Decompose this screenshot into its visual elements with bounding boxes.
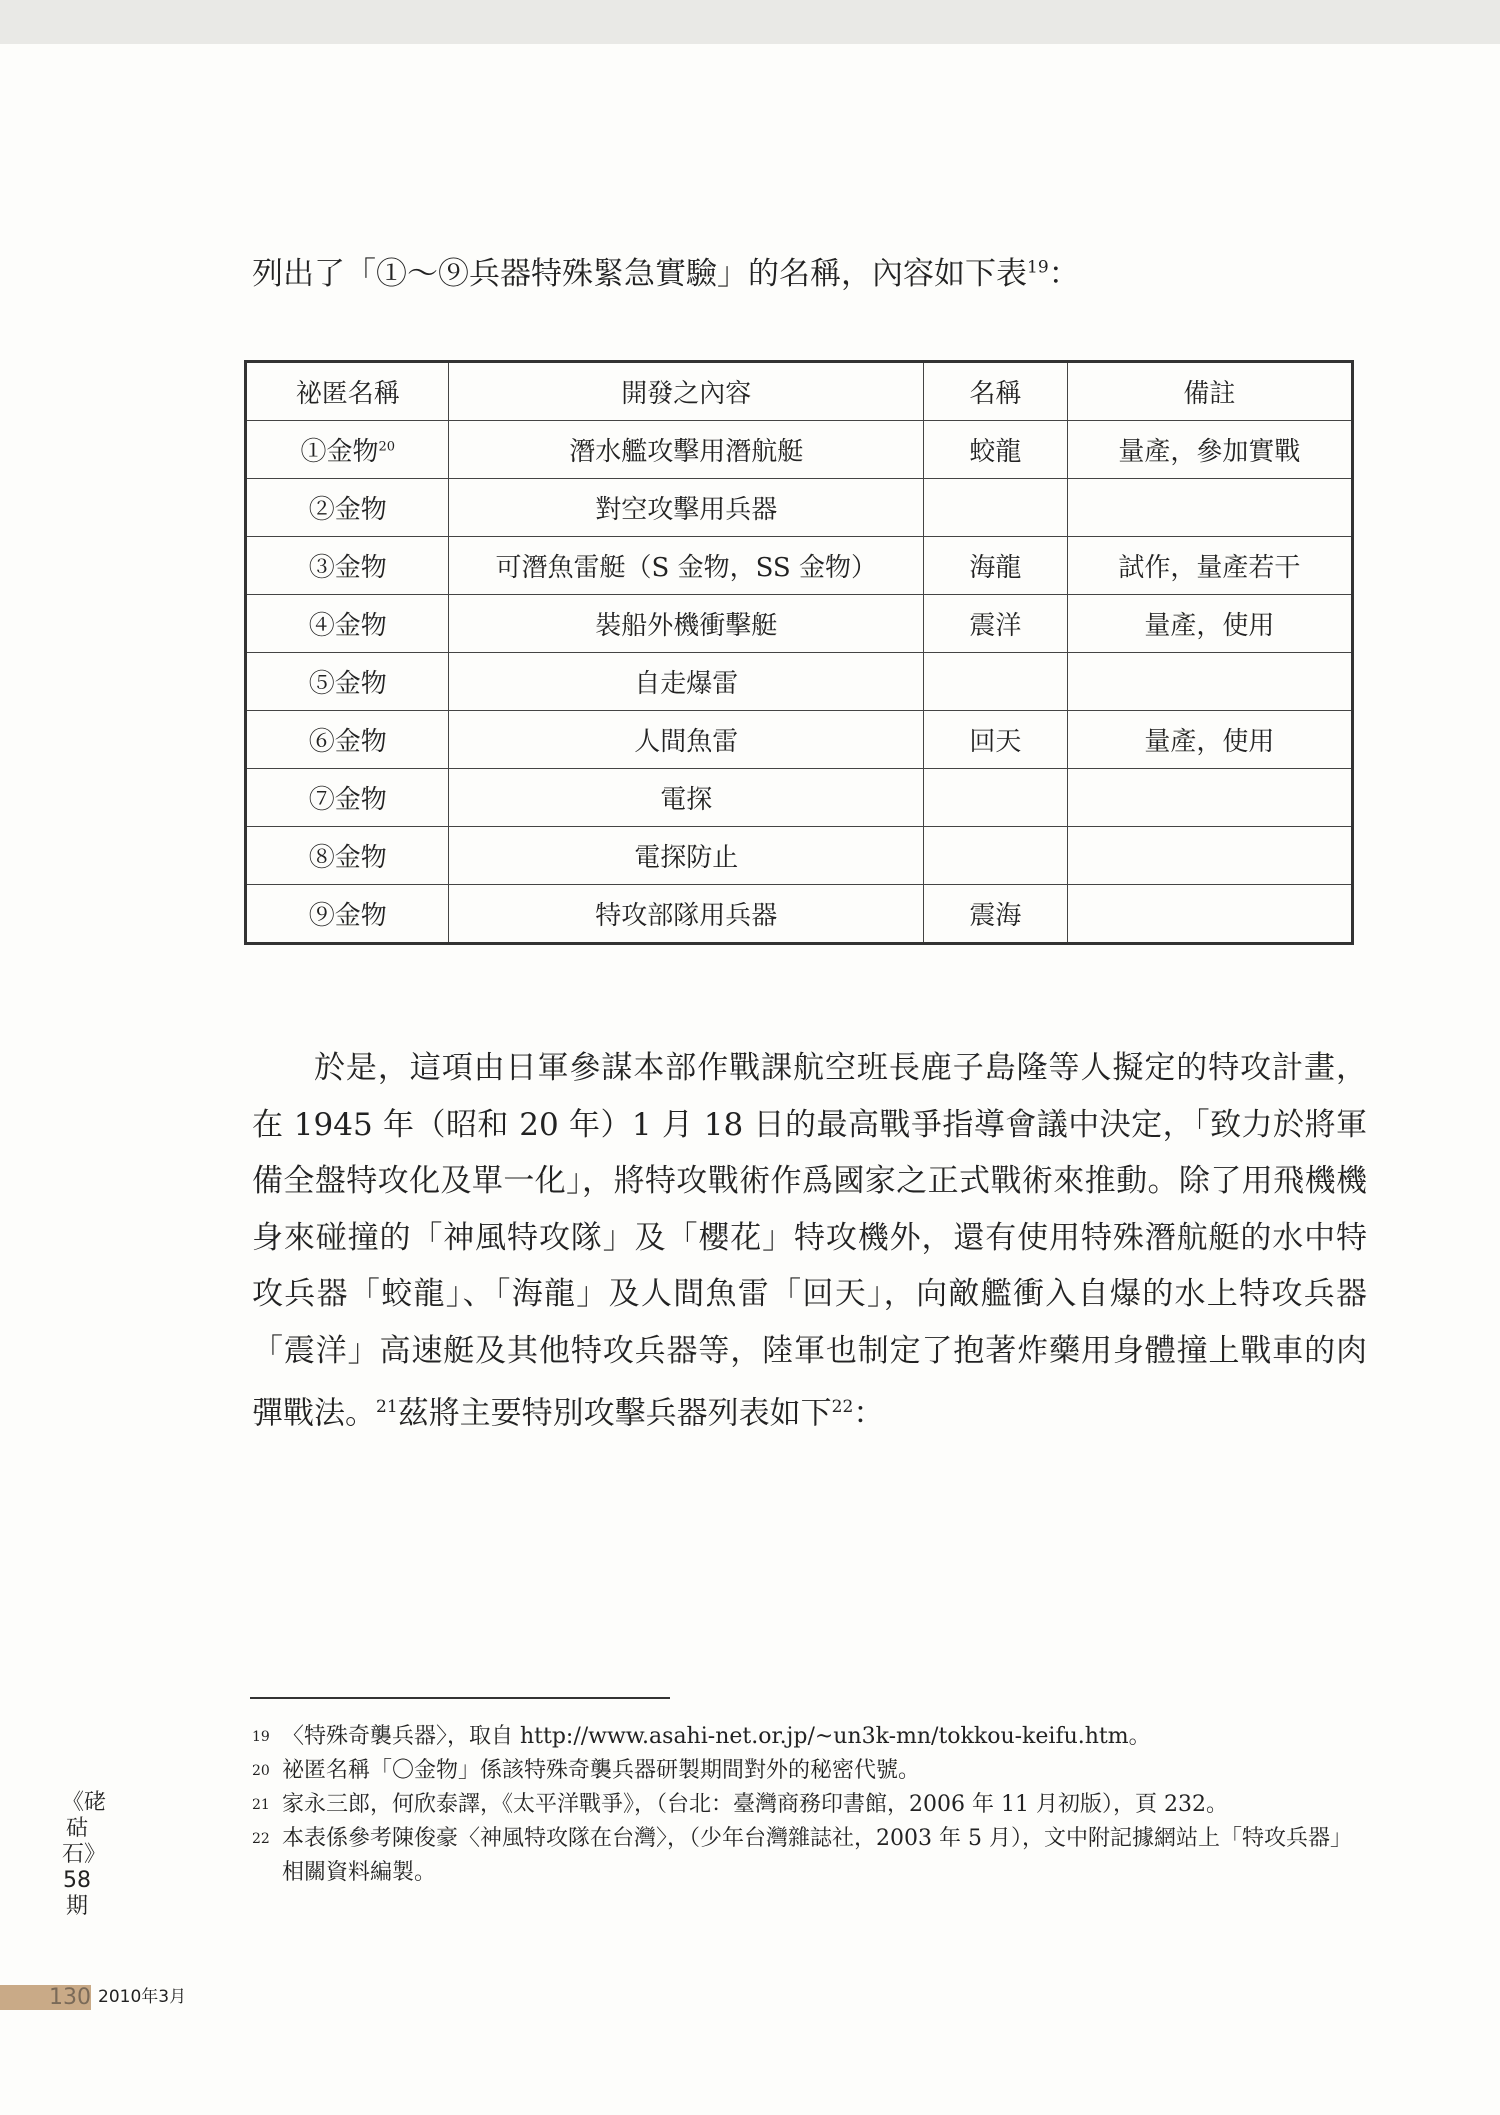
cell-text: ②金物 xyxy=(308,495,387,525)
table-row xyxy=(246,595,1353,653)
table-cell xyxy=(449,595,924,653)
table-cell xyxy=(924,421,1068,479)
table-cell xyxy=(1067,537,1352,595)
cell-text: 量產，參加實戰 xyxy=(1118,437,1301,467)
table-cell xyxy=(449,769,924,827)
table-cell xyxy=(1067,885,1352,944)
body-text: 茲將主要特別攻擊兵器列表如下 xyxy=(397,1395,832,1432)
table-cell xyxy=(449,653,924,711)
table-cell xyxy=(924,653,1068,711)
footnote-text: 家永三郎，何欣泰譯，《太平洋戰爭》，（台北：臺灣商務印書館，2006 年 11 月初版），頁 232。 xyxy=(282,1792,1228,1817)
intro-end: ： xyxy=(1048,256,1080,292)
journal-title: 《硓𥑮石》 xyxy=(62,1790,107,1867)
journal-sidebar xyxy=(62,1790,107,1920)
table-cell xyxy=(924,362,1068,421)
cell-text: 海龍 xyxy=(969,553,1022,583)
table-cell xyxy=(924,595,1068,653)
footnote-number: 19 xyxy=(252,1729,270,1745)
footnote-text: 〈特殊奇襲兵器〉，取自 http://www.asahi-net.or.jp/~un3k-mn/tokkou-keifu.htm。 xyxy=(282,1724,1151,1749)
cell-text: 自走爆雷 xyxy=(634,669,739,699)
footnote-number: 22 xyxy=(252,1831,270,1847)
table-cell xyxy=(924,537,1068,595)
cell-text: 可潛魚雷艇（S 金物，SS 金物） xyxy=(495,553,878,583)
body-paragraph xyxy=(252,1040,1367,1442)
cell-text: ⑧金物 xyxy=(308,843,387,873)
footnote xyxy=(252,1754,1372,1788)
table-cell xyxy=(246,885,449,944)
cell-text: 裝船外機衝擊艇 xyxy=(595,611,778,641)
table-cell xyxy=(246,537,449,595)
issue-date: 2010年3月 xyxy=(98,1987,187,2007)
cell-text: ①金物 xyxy=(300,437,379,467)
footnote-ref: 19 xyxy=(1027,257,1049,278)
body-text: 於是，這項由日軍參謀本部作戰課航空班長鹿子島隆等人擬定的特攻計畫，在 1945 年（昭和 20 年）1 月 18 日的最高戰爭指導會議中決定，「致力於將軍備全盤特攻化及單一化」，將特攻戰術作爲國家之正式戰術來推動。除了用飛機機身來碰撞的「神風特攻隊」及「櫻花」特攻機外，還有使用特殊潛航艇的水中特攻兵器「蛟龍」、「海龍」及人間魚雷「回天」，向敵艦衝入自爆的水上特攻兵器「震洋」高速艇及其他特攻兵器等，陸軍也制定了抱著炸藥用身體撞上戰車的肉彈戰法。 xyxy=(252,1050,1367,1432)
cell-text: 量產，使用 xyxy=(1144,611,1275,641)
table-cell xyxy=(246,421,449,479)
table-cell xyxy=(449,885,924,944)
table-cell xyxy=(1067,827,1352,885)
table-cell xyxy=(924,479,1068,537)
table-cell xyxy=(1067,421,1352,479)
intro-line xyxy=(252,248,1080,293)
cell-text: 量產，使用 xyxy=(1144,727,1275,757)
table-row xyxy=(246,827,1353,885)
table-cell xyxy=(246,653,449,711)
footnotes xyxy=(252,1720,1372,1890)
table-cell xyxy=(1067,479,1352,537)
table-cell xyxy=(924,885,1068,944)
table-cell xyxy=(449,421,924,479)
weapons-table xyxy=(244,360,1354,945)
cell-text: 震海 xyxy=(969,901,1022,931)
table-cell xyxy=(924,711,1068,769)
table-cell xyxy=(246,479,449,537)
cell-text: ⑤金物 xyxy=(308,669,387,699)
cell-text: ③金物 xyxy=(308,553,387,583)
intro-text: 列出了「①～⑨兵器特殊緊急實驗」的名稱，內容如下表 xyxy=(252,256,1027,292)
cell-text: 試作，量產若干 xyxy=(1118,553,1301,583)
cell-text: 對空攻擊用兵器 xyxy=(595,495,778,525)
cell-text: 開發之內容 xyxy=(621,379,752,409)
footnote-ref: 22 xyxy=(831,1397,854,1417)
cell-text: 電探 xyxy=(660,785,713,815)
table-cell xyxy=(449,479,924,537)
footnote-number: 20 xyxy=(252,1763,270,1779)
table-row xyxy=(246,479,1353,537)
table-cell xyxy=(246,769,449,827)
table-cell xyxy=(449,827,924,885)
table-cell xyxy=(449,362,924,421)
page-number: 130 xyxy=(0,1985,91,2010)
table-cell xyxy=(246,595,449,653)
table-cell xyxy=(1067,653,1352,711)
table-cell xyxy=(1067,362,1352,421)
footnote-ref: 21 xyxy=(376,1397,398,1417)
footnote xyxy=(252,1788,1372,1822)
table-cell xyxy=(1067,711,1352,769)
cell-text: ④金物 xyxy=(308,611,387,641)
cell-text: ⑥金物 xyxy=(308,727,387,757)
footnote xyxy=(252,1720,1372,1754)
footnote-divider xyxy=(250,1697,670,1699)
cell-text: 特攻部隊用兵器 xyxy=(595,901,778,931)
table-cell xyxy=(1067,769,1352,827)
footnote-ref: 20 xyxy=(378,439,395,455)
cell-text: 潛水艦攻擊用潛航艇 xyxy=(569,437,804,467)
table-row xyxy=(246,653,1353,711)
table-cell xyxy=(924,827,1068,885)
table-cell xyxy=(246,711,449,769)
table-header-row xyxy=(246,362,1353,421)
table-cell xyxy=(246,362,449,421)
footnote xyxy=(252,1822,1372,1890)
table-row xyxy=(246,537,1353,595)
issue-number: 58期 xyxy=(63,1868,91,1919)
cell-text: ⑨金物 xyxy=(308,901,387,931)
cell-text: 名稱 xyxy=(969,379,1022,409)
cell-text: 蛟龍 xyxy=(969,437,1022,467)
cell-text: 電探防止 xyxy=(634,843,739,873)
table-cell xyxy=(449,711,924,769)
header-band xyxy=(0,0,1500,44)
table-row xyxy=(246,769,1353,827)
table-cell xyxy=(924,769,1068,827)
table-row xyxy=(246,885,1353,944)
table-row xyxy=(246,711,1353,769)
footnote-text: 本表係參考陳俊豪〈神風特攻隊在台灣〉，（少年台灣雜誌社，2003 年 5 月），文中附記據網站上「特攻兵器」相關資料編製。 xyxy=(282,1826,1352,1885)
cell-text: 人間魚雷 xyxy=(634,727,739,757)
cell-text: 震洋 xyxy=(969,611,1022,641)
footnote-number: 21 xyxy=(252,1797,270,1813)
table-cell xyxy=(1067,595,1352,653)
cell-text: ⑦金物 xyxy=(308,785,387,815)
table-cell xyxy=(449,537,924,595)
cell-text: 回天 xyxy=(969,727,1022,757)
footnote-text: 祕匿名稱「〇金物」係該特殊奇襲兵器研製期間對外的秘密代號。 xyxy=(282,1758,921,1783)
cell-text: 祕匿名稱 xyxy=(295,379,400,409)
table-cell xyxy=(246,827,449,885)
table-row xyxy=(246,421,1353,479)
body-text: ： xyxy=(853,1395,885,1432)
cell-text: 備註 xyxy=(1183,379,1236,409)
